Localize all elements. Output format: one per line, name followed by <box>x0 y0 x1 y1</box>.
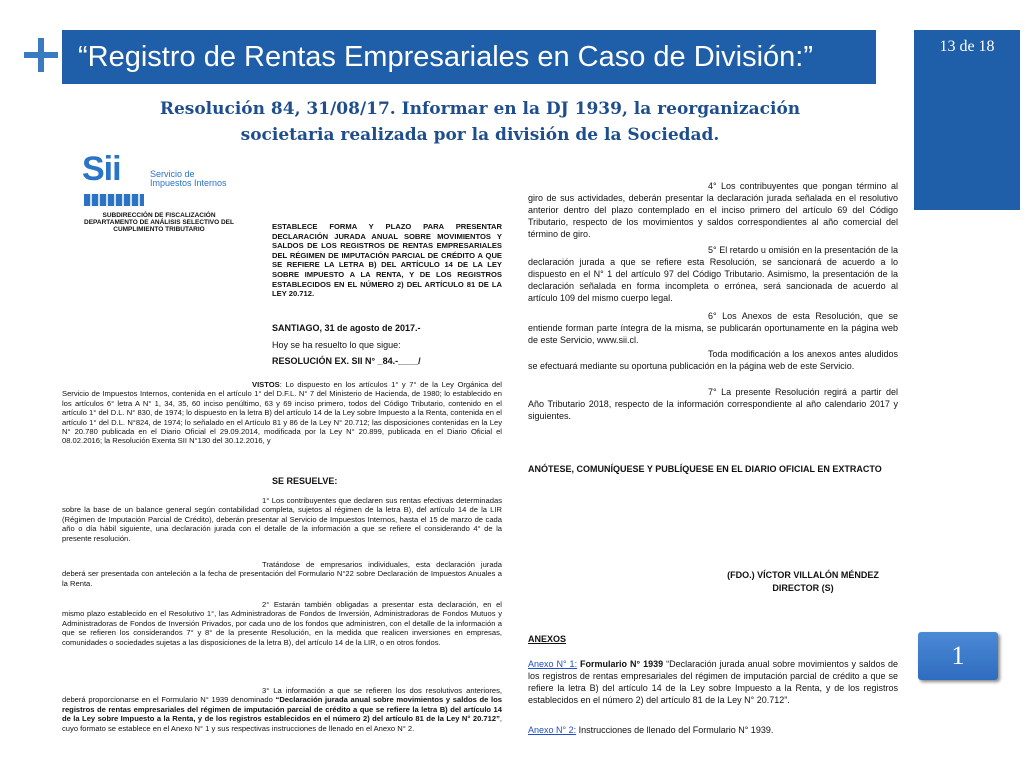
vistos-text: : Lo dispuesto en los artículos 1° y 7° de la Ley Orgánica del Servicio de Impuestos Internos, contenida en el artículo 1° del D.F.L. N° 7 del Ministerio de Hacienda, de 1980; lo establecido en los artículos 6° letra A N° 1, 34, 35, 60 inciso penúltimo, 63 y 69 inciso primero, todos del Código Tributario, contenido en el artículo 1° del D.L. N° 830, de 1974; lo dispuesto en la letra B) del artículo 14 de la Ley sobre Impuesto a la Renta, contenida en el artículo 1° del D.L. N°824, de 1974; lo señalado en el Artículo 81 y 86 de la Ley N° 20.712; las disposiciones contenidas en la Ley N° 20.780 publicada en el Diario Oficial el 29.09.2014, modificada por la Ley N° 20.899, publicada en el Diario Oficial el 08.02.2016; la Resolución Exenta SII N°130 del 30.12.2016, y <box>62 380 502 446</box>
se-resuelve-heading: SE RESUELVE: <box>272 476 338 486</box>
subdirectorate-label: SUBDIRECCIÓN DE FISCALIZACIÓN DEPARTAMENTO DE ANÁLISIS SELECTIVO DEL CUMPLIMIENTO TRIBUTARIO <box>84 212 234 233</box>
resolved-text: Hoy se ha resuelto lo que sigue: <box>272 340 401 350</box>
annex-1 <box>528 658 898 706</box>
article-5: 5° El retardo u omisión en la presentación de la declaración jurada a que se refiere esta Resolución, se sancionará de acuerdo a lo dispuesto en el N° 1 del artículo 97 del Código Tributario. Asimismo, la presentación de la declaración señalada en forma incompleta o errónea, será sancionada de acuerdo al artículo 109 del mismo cuerpo legal. <box>528 245 898 303</box>
article-2: 2° Estarán también obligadas a presentar esta declaración, en el mismo plazo establecido en el Resolutivo 1°, las Administradoras de Fondos de Inversión, Administradoras de Fondos Mutuos y Administradoras de Fondos de Inversión Privados, por cada uno de los fondos que administren, con el detalle de la información a que se refieren los considerandos 7° y 8° de la presente Resolución, en la medida que realicen inversiones en empresas, comunidades o sociedades sujetas a las disposiciones de la letra B), del artículo 14 de la LIR, o en otros fondos. <box>62 600 502 647</box>
annex-2 <box>528 724 898 736</box>
resolution-heading: ESTABLECE FORMA Y PLAZO PARA PRESENTAR DECLARACIÓN JURADA ANUAL SOBRE MOVIMIENTOS Y SALDOS DE LOS REGISTROS DE RENTAS EMPRESARIALES DEL RÉGIMEN DE IMPUTACIÓN PARCIAL DE CRÉDITO A QUE SE REFIERE LA LETRA B) DEL ARTÍCULO 14 DE LA LEY SOBRE IMPUESTO A LA RENTA, Y DE LOS REGISTROS ESTABLECIDOS EN EL NÚMERO 2) DEL ARTÍCULO 81 DE LA LEY 20.712. <box>272 222 502 299</box>
sidebar-bar <box>914 30 1020 210</box>
article-6-paragraph-2: Toda modificación a los anexos antes aludidos se efectuará mediante su oportuna publicación en la página web de este Servicio. <box>528 349 898 371</box>
vistos-paragraph <box>62 380 502 446</box>
resolution-date: SANTIAGO, 31 de agosto de 2017.- <box>272 323 421 333</box>
article-3-form-name: “Declaración jurada anual sobre movimientos y saldos de los registros de rentas empresariales del régimen de imputación parcial de crédito a que se refiere la letra B) del artículo 14 de la Ley sobre Impuesto a la Renta, y de los registros establecidos en el número 2) del artículo 81 de la Ley N° 20.712” <box>62 695 502 724</box>
article-3-end: , cuyo formato se establece en el Anexo N° 1 y sus respectivas instrucciones de llenado en el Anexo N° 2. <box>62 714 502 733</box>
sii-logo-text: Sii <box>82 150 121 188</box>
page-indicator: 13 de 18 <box>939 38 995 55</box>
signer-title: DIRECTOR (S) <box>772 583 834 593</box>
annex-1-link[interactable]: Anexo N° 1: <box>528 659 578 669</box>
slide-number-badge[interactable]: 1 <box>918 632 998 680</box>
annex-1-text: “Declaración jurada anual sobre movimientos y saldos de los registros de rentas empresariales del régimen de imputación parcial de crédito a que se refiere la letra B) del artículo 14 de la Ley sobre Impuesto a la Renta, y de los registros establecidos en el número 2) del artículo 81 de la Ley N° 20.712”. <box>528 659 899 705</box>
subtitle-line-1: Resolución 84, 31/08/17. Informar en la DJ 1939, la reorganización <box>159 99 801 119</box>
annex-2-text: Instrucciones de llenado del Formulario N° 1939. <box>576 725 774 735</box>
article-6: 6° Los Anexos de esta Resolución, que se entiende forman parte íntegra de la misma, se publicarán oportunamente en la página web de este Servicio, www.sii.cl. <box>528 311 898 345</box>
signer-name: (FDO.) VÍCTOR VILLALÓN MÉNDEZ <box>727 570 879 580</box>
annex-2-link[interactable]: Anexo N° 2: <box>528 725 577 735</box>
article-1: 1° Los contribuyentes que declaren sus rentas efectivas determinadas sobre la base de un balance general según contabilidad completa, sujetos al régimen de la letra B), del artículo 14 de la LIR (Régimen de Imputación Parcial de Crédito), deberán presentar al Servicio de Impuestos Internos, hasta el 15 de marzo de cada año o día hábil siguiente, una declaración jurada con el detalle de la información a que se refiere el considerando 4° de la presente resolución. <box>62 496 502 543</box>
subtitle-line-2: societaria realizada por la división de la Sociedad. <box>240 125 720 145</box>
sii-logo-stripes <box>84 194 144 206</box>
plus-icon <box>24 38 58 72</box>
document-page-left <box>62 150 512 760</box>
article-3-intro: 3° La información a que se refieren los dos resolutivos anteriores, deberá proporcionarse en el Formulario N° 1939 denominado <box>62 686 502 705</box>
resolution-number: RESOLUCIÓN EX. SII N° _84.-____/ <box>272 356 421 366</box>
slide-subtitle <box>80 96 880 148</box>
sii-logo-service: Servicio de Impuestos Internos <box>150 169 227 188</box>
article-4: 4° Los contribuyentes que pongan término al giro de sus actividades, deberán presentar la declaración jurada señalada en el resolutivo anterior dentro del plazo contemplado en el inciso primero del artículo 69 del Código Tributario, respecto de los movimientos y saldos correspondientes al año comercial del término de giro. <box>528 181 898 239</box>
vistos-label: VISTOS <box>252 380 280 389</box>
article-7: 7° La presente Resolución regirá a partir del Año Tributario 2018, respecto de la información correspondiente al año calendario 2017 y siguientes. <box>528 387 898 421</box>
article-3 <box>62 686 502 733</box>
annex-1-form: Formulario N° 1939 <box>577 659 664 669</box>
slide-title: “Registro de Rentas Empresariales en Caso de División:” <box>62 30 876 84</box>
article-1-paragraph-2: Tratándose de empresarios individuales, esta declaración jurada deberá ser presentada con anteleción a la fecha de presentación del Formulario N°22 sobre Declaración de Impuestos Anuales a la Renta. <box>62 560 502 588</box>
publish-notice: ANÓTESE, COMUNÍQUESE Y PUBLÍQUESE EN EL DIARIO OFICIAL EN EXTRACTO <box>528 464 882 474</box>
annex-heading: ANEXOS <box>528 634 567 644</box>
document-page-right <box>528 178 906 760</box>
sii-logo <box>82 150 232 210</box>
